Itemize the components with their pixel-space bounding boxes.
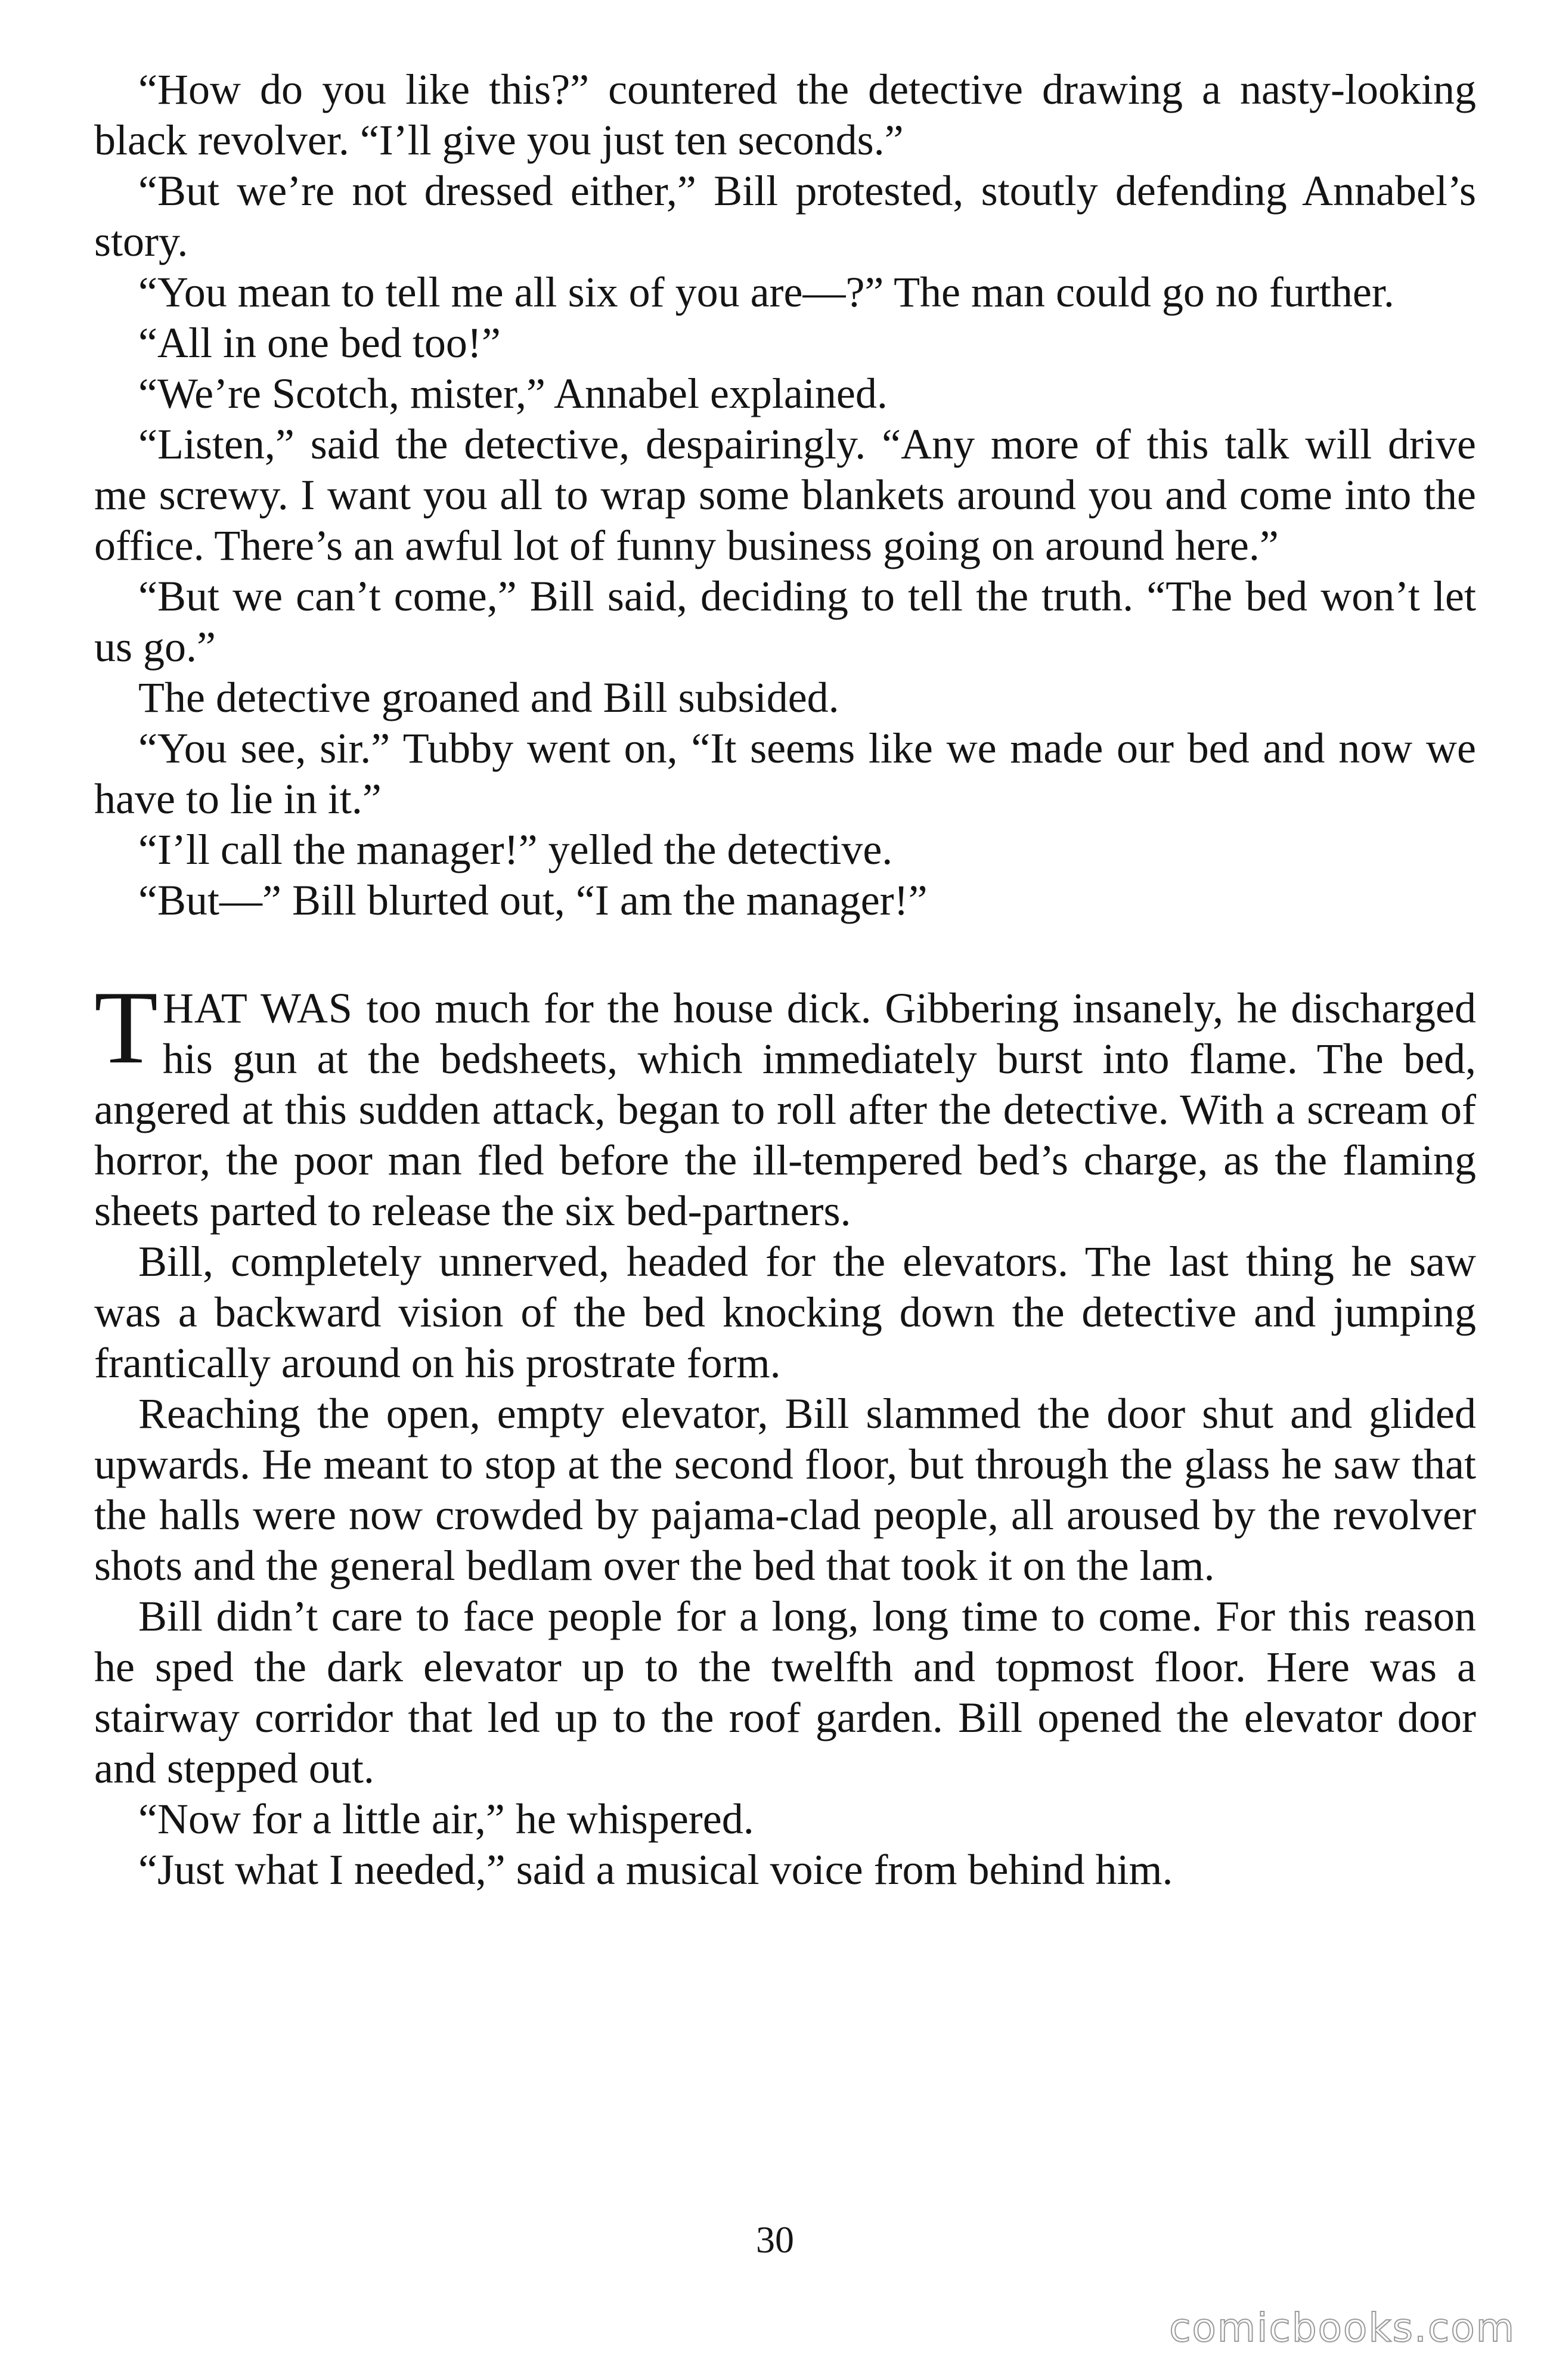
paragraph: “All in one bed too!” <box>138 319 501 367</box>
paragraph: The detective groaned and Bill subsided. <box>138 674 839 721</box>
paragraph: “Now for a little air,” he whispered. <box>138 1795 754 1843</box>
small-caps-lead: HAT WAS <box>162 984 353 1032</box>
paragraph: Reaching the open, empty elevator, Bill slammed the door shut and glided upwards. He meant to stop at the second floor, but through the glass he saw that the halls were now crowded by pajama-clad people, all aroused by the revolver shots and the general bedlam over the bed that took it on the lam. <box>94 1390 1476 1589</box>
paragraph: “We’re Scotch, mister,” Annabel explained. <box>138 370 888 417</box>
paragraph: “Listen,” said the detective, despairingly. “Any more of this talk will drive me screwy. I want you all to wrap some blankets around you and come into the office. There’s an awful lot of funny business going on around here.” <box>94 420 1476 569</box>
paragraph: “But we’re not dressed either,” Bill protested, stoutly defending Annabel’s story. <box>94 167 1476 265</box>
drop-cap: T <box>94 969 158 1085</box>
text-column <box>94 64 1476 1895</box>
paragraph: “But—” Bill blurted out, “I am the manager!” <box>138 876 928 924</box>
paragraph: Bill, completely unnerved, headed for the elevators. The last thing he saw was a backward vision of the bed knocking down the detective and jumping frantically around on his prostrate form. <box>94 1238 1476 1387</box>
watermark: comicbooks.com <box>1169 2305 1515 2351</box>
paragraph: “I’ll call the manager!” yelled the detective. <box>138 826 893 873</box>
section-opening-paragraph <box>94 969 1477 1237</box>
paragraph: Bill didn’t care to face people for a long, long time to come. For this reason he sped the dark elevator up to the twelfth and topmost floor. Here was a stairway corridor that led up to the roof garden. Bill opened the elevator door and stepped out. <box>94 1592 1476 1792</box>
paragraph: “You mean to tell me all six of you are—?” The man could go no further. <box>138 268 1394 316</box>
paragraph: “Just what I needed,” said a musical voice from behind him. <box>138 1846 1173 1894</box>
section-break <box>94 926 1476 983</box>
page-number: 30 <box>756 2218 794 2261</box>
paragraph: “How do you like this?” countered the detective drawing a nasty-looking black revolver. “I’ll give you just ten seconds.” <box>94 66 1476 164</box>
paragraph-text: too much for the house dick. Gibbering insanely, he discharged his gun at the bedsheets, which immediately burst into flame. The bed, angered at this sudden attack, began to roll after the detective. With a scream of horror, the poor man fled before the ill-tempered bed’s charge, as the flaming sheets parted to release the six bed-partners. <box>94 984 1477 1235</box>
paragraph: “But we can’t come,” Bill said, deciding to tell the truth. “The bed won’t let us go.” <box>94 572 1476 671</box>
paragraph: “You see, sir.” Tubby went on, “It seems like we made our bed and now we have to lie in it.” <box>94 724 1476 823</box>
